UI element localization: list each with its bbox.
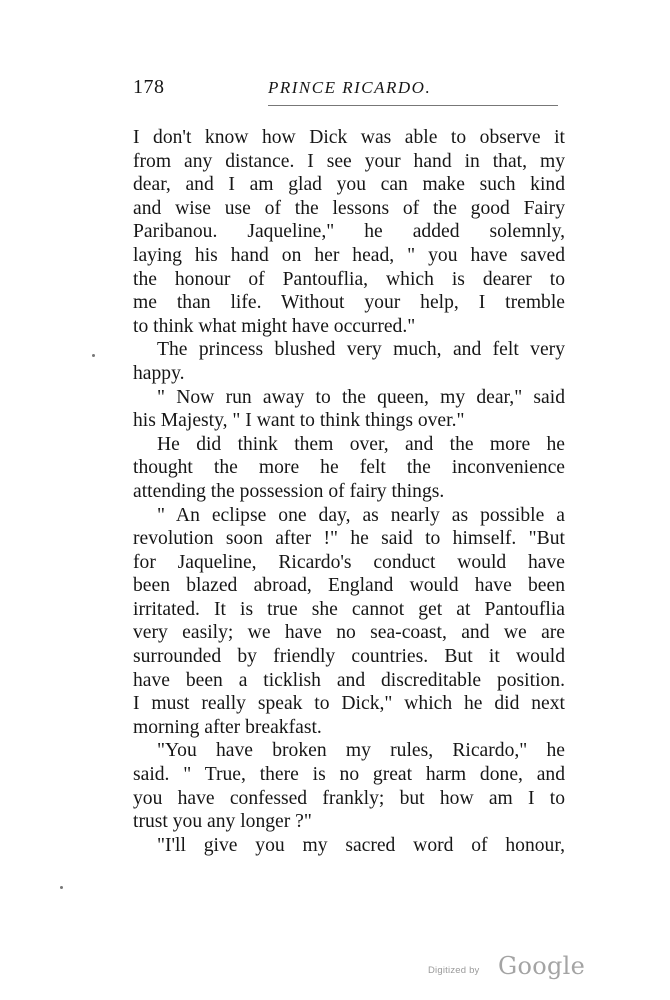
- text-line: irritated. It is true she cannot get at Pantouflia: [133, 598, 565, 620]
- text-line: trust you any longer ?": [133, 811, 312, 833]
- text-line: have been a ticklish and discreditable position.: [133, 669, 565, 691]
- text-line: I don't know how Dick was able to observe it: [133, 127, 565, 148]
- text-line: "You have broken my rules, Ricardo," he: [157, 740, 565, 762]
- margin-speck: [60, 886, 63, 889]
- text-line: morning after breakfast.: [133, 716, 322, 738]
- text-line: " Now run away to the queen, my dear," said: [157, 386, 565, 408]
- text-line: you have confessed frankly; but how am I to: [133, 787, 565, 809]
- text-line: I must really speak to Dick," which he did next: [133, 693, 565, 715]
- text-line: me than life. Without your help, I tremble: [133, 292, 565, 314]
- page-header: [133, 76, 563, 106]
- text-line: his Majesty, " I want to think things over.": [133, 410, 465, 432]
- text-line: the honour of Pantouflia, which is dearer to: [133, 268, 565, 290]
- text-line: thought the more he felt the inconvenience: [133, 457, 565, 479]
- text-line: "I'll give you my sacred word of honour,: [157, 834, 565, 856]
- text-line: for Jaqueline, Ricardo's conduct would have: [133, 551, 565, 573]
- text-line: attending the possession of fairy things.: [133, 480, 445, 502]
- text-line: He did think them over, and the more he: [157, 433, 565, 455]
- text-line: very easily; we have no sea-coast, and we are: [133, 622, 565, 644]
- body-text: [133, 126, 565, 857]
- text-line: The princess blushed very much, and felt very: [157, 339, 565, 361]
- digitization-watermark: [428, 950, 586, 980]
- google-logo: Google: [498, 952, 586, 980]
- text-line: dear, and I am glad you can make such kind: [133, 174, 565, 196]
- text-line: revolution soon after !" he said to himself. "But: [133, 528, 565, 550]
- text-line: " An eclipse one day, as nearly as possible a: [157, 504, 565, 526]
- margin-speck: [92, 354, 95, 357]
- running-title: PRINCE RICARDO.: [268, 78, 432, 97]
- text-line: from any distance. I see your hand in that, my: [133, 150, 565, 172]
- header-rule: [268, 105, 558, 106]
- text-line: and wise use of the lessons of the good Fairy: [133, 197, 565, 219]
- digitized-by-label: Digitized by: [428, 965, 480, 976]
- text-line: said. " True, there is no great harm done, and: [133, 764, 565, 786]
- text-line: laying his hand on her head, " you have saved: [133, 244, 565, 266]
- text-line: Paribanou. Jaqueline," he added solemnly,: [133, 221, 565, 243]
- text-line: happy.: [133, 362, 185, 384]
- text-line: to think what might have occurred.": [133, 315, 416, 337]
- text-line: surrounded by friendly countries. But it would: [133, 646, 565, 668]
- text-line: been blazed abroad, England would have been: [133, 575, 565, 597]
- page-number: 178: [133, 76, 165, 98]
